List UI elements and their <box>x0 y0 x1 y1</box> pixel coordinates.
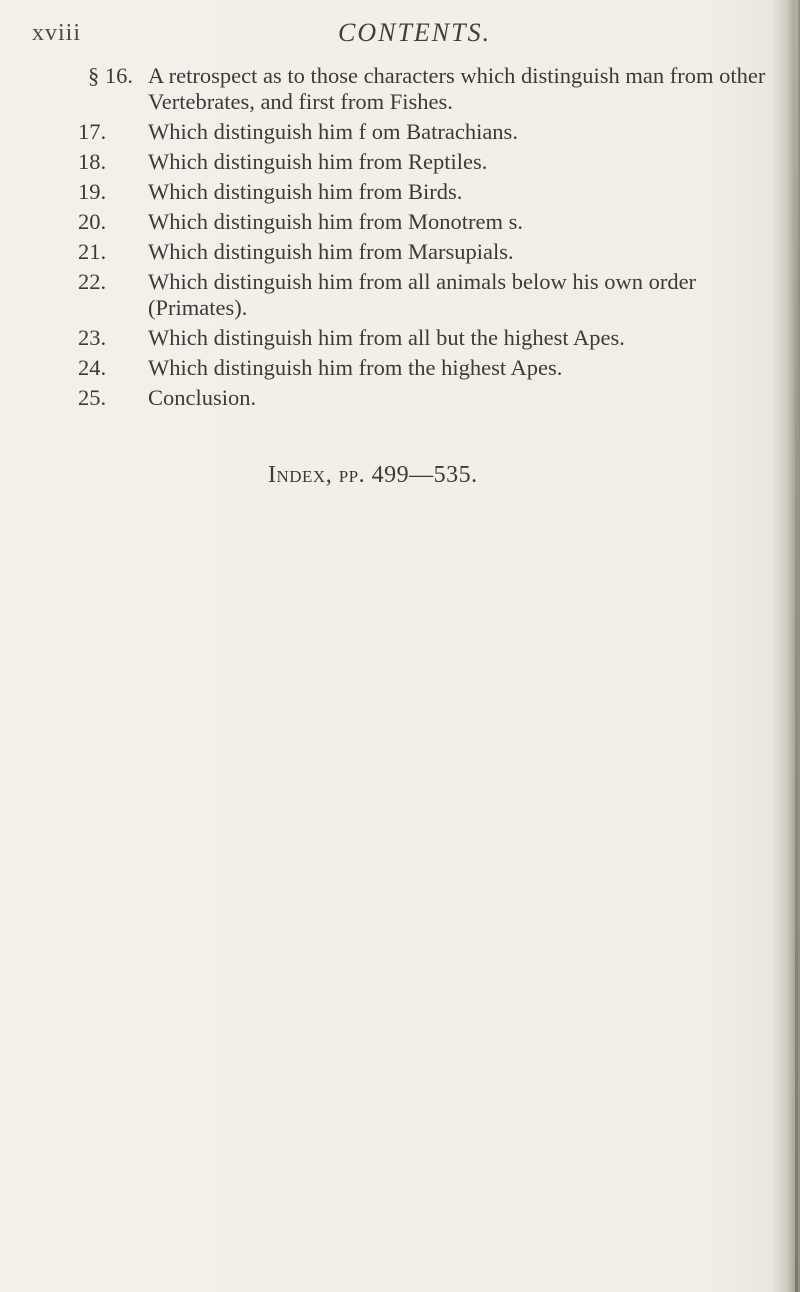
contents-entry <box>78 385 778 411</box>
page-number: xviii <box>32 20 82 46</box>
contents-entry <box>78 149 778 175</box>
contents-entry <box>78 355 778 381</box>
entry-number: 19. <box>78 179 107 204</box>
entry-number: 25. <box>78 385 107 410</box>
entry-text: Which distinguish him from Reptiles. <box>148 149 488 174</box>
entry-number: 17. <box>78 119 107 144</box>
contents-entry <box>78 119 778 145</box>
entry-text: Which distinguish him from all animals below his own order (Primates). <box>148 269 697 320</box>
page-edge-line <box>795 0 798 1292</box>
entry-text: Which distinguish him from Marsupials. <box>148 239 514 264</box>
index-reference: Index, pp. 499—535. <box>268 462 478 488</box>
entry-number: 22. <box>78 269 107 294</box>
entry-text: Conclusion. <box>148 385 257 410</box>
contents-list <box>78 63 778 415</box>
contents-entry <box>78 63 778 115</box>
contents-entry <box>78 239 778 265</box>
entry-number: 24. <box>78 355 107 380</box>
entry-text: Which distinguish him from Monotrem s. <box>148 209 523 234</box>
contents-entry <box>78 209 778 235</box>
entry-text: Which distinguish him f om Batrachians. <box>148 119 518 144</box>
entry-number: § 16. <box>88 63 133 88</box>
entry-text: Which distinguish him from all but the highest Apes. <box>148 325 625 350</box>
entry-number: 23. <box>78 325 107 350</box>
contents-entry <box>78 325 778 351</box>
contents-entry <box>78 179 778 205</box>
entry-number: 21. <box>78 239 107 264</box>
entry-text: A retrospect as to those characters which distinguish man from other Vertebrates, and first from Fishes. <box>148 63 766 114</box>
contents-entry <box>78 269 778 321</box>
running-head-title: CONTENTS. <box>338 18 492 47</box>
entry-number: 20. <box>78 209 107 234</box>
entry-text: Which distinguish him from Birds. <box>148 179 463 204</box>
running-head <box>0 14 800 54</box>
entry-number: 18. <box>78 149 107 174</box>
entry-text: Which distinguish him from the highest Apes. <box>148 355 563 380</box>
